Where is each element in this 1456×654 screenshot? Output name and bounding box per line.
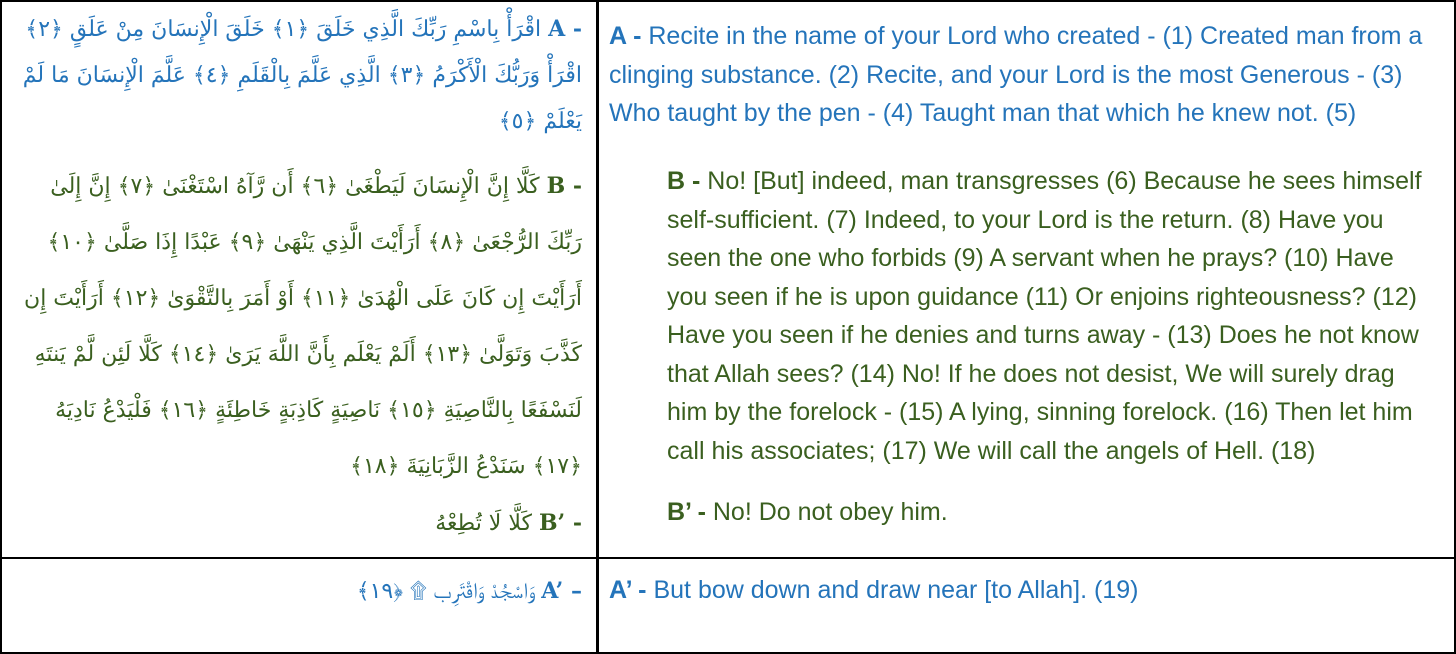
english-cell-b — [599, 154, 1454, 557]
english-text-b: No! [But] indeed, man transgresses (6) Because he sees himself self-sufficient. (7) Indeed, to your Lord is the return. (8) Have you seen the one who forbids (9) A servant when he prays? (10) Have you seen if he is upon guidance (11) Or enjoins righteousness? (12) Have you seen if he denies and turns away - (13) Does he not know that Allah sees? (14) No! If he does not desist, We will surely drag him by the forelock - (15) A lying, sinning forelock. (16) Then let him call his associates; (17) We will call the angels of Hell. (18) — [667, 167, 1422, 465]
arabic-text-a: اقْرَأْ بِاسْمِ رَبِّكَ الَّذِي خَلَقَ ﴿١﴾ خَلَقَ الْإِنسَانَ مِنْ عَلَقٍ ﴿٢﴾ اقْرَأْ وَرَبُّكَ الْأَكْرَمُ ﴿٣﴾ الَّذِي عَلَّمَ بِالْقَلَمِ ﴿٤﴾ عَلَّمَ الْإِنسَانَ مَا لَمْ يَعْلَمْ ﴿٥﴾ — [22, 17, 582, 134]
english-text-a: Recite in the name of your Lord who created - (1) Created man from a clinging substance. (2) Recite, and your Lord is the most Generous - (3) Who taught by the pen - (4) Taught man that which he knew not. (5) — [609, 22, 1423, 127]
arabic-cell-b — [2, 154, 599, 557]
arabic-cell-a-prime — [2, 557, 599, 652]
arabic-block-b-prime — [14, 495, 582, 552]
arabic-label-b: B - — [546, 173, 582, 199]
arabic-text-b-prime: كَلَّا لَا تُطِعْهُ — [435, 511, 532, 536]
arabic-text-a-prime: وَاسْجُدْ وَاقْتَرِب ۩ ﴿١٩﴾ — [356, 579, 535, 604]
english-cell-a — [599, 2, 1454, 154]
arabic-text-b: كَلَّا إِنَّ الْإِنسَانَ لَيَطْغَىٰ ﴿٦﴾ أَن رَّآهُ اسْتَغْنَىٰ ﴿٧﴾ إِنَّ إِلَىٰ رَبِّكَ الرُّجْعَىٰ ﴿٨﴾ أَرَأَيْتَ الَّذِي يَنْهَىٰ ﴿٩﴾ عَبْدًا إِذَا صَلَّىٰ ﴿١٠﴾ أَرَأَيْتَ إِن كَانَ عَلَى الْهُدَىٰ ﴿١١﴾ أَوْ أَمَرَ بِالتَّقْوَىٰ ﴿١٢﴾ أَرَأَيْتَ إِن كَذَّبَ وَتَوَلَّىٰ ﴿١٣﴾ أَلَمْ يَعْلَم بِأَنَّ اللَّهَ يَرَىٰ ﴿١٤﴾ كَلَّا لَئِن لَّمْ يَنتَهِ لَنَسْفَعًا بِالنَّاصِيَةِ ﴿١٥﴾ نَاصِيَةٍ كَاذِبَةٍ خَاطِئَةٍ ﴿١٦﴾ فَلْيَدْعُ نَادِيَهُ ﴿١٧﴾ سَنَدْعُ الزَّبَانِيَةَ ﴿١٨﴾ — [24, 174, 582, 479]
arabic-label-a-prime: A’ – — [541, 578, 582, 604]
arabic-label-b-prime: B’ - — [538, 510, 582, 536]
english-block-b — [667, 162, 1436, 470]
english-text-a-prime: But bow down and draw near [to Allah]. (19) — [653, 576, 1139, 604]
english-text-b-prime: No! Do not obey him. — [712, 498, 948, 526]
english-block-b-prime — [667, 493, 1436, 532]
english-cell-a-prime — [599, 557, 1454, 652]
arabic-label-a: A - — [548, 16, 582, 42]
arabic-block-b — [14, 158, 582, 495]
english-label-a: A - — [609, 22, 642, 50]
english-label-a-prime: A’ - — [609, 576, 647, 604]
english-label-b-prime: B’ - — [667, 498, 706, 526]
arabic-cell-a — [2, 2, 599, 154]
english-label-b: B - — [667, 167, 701, 195]
